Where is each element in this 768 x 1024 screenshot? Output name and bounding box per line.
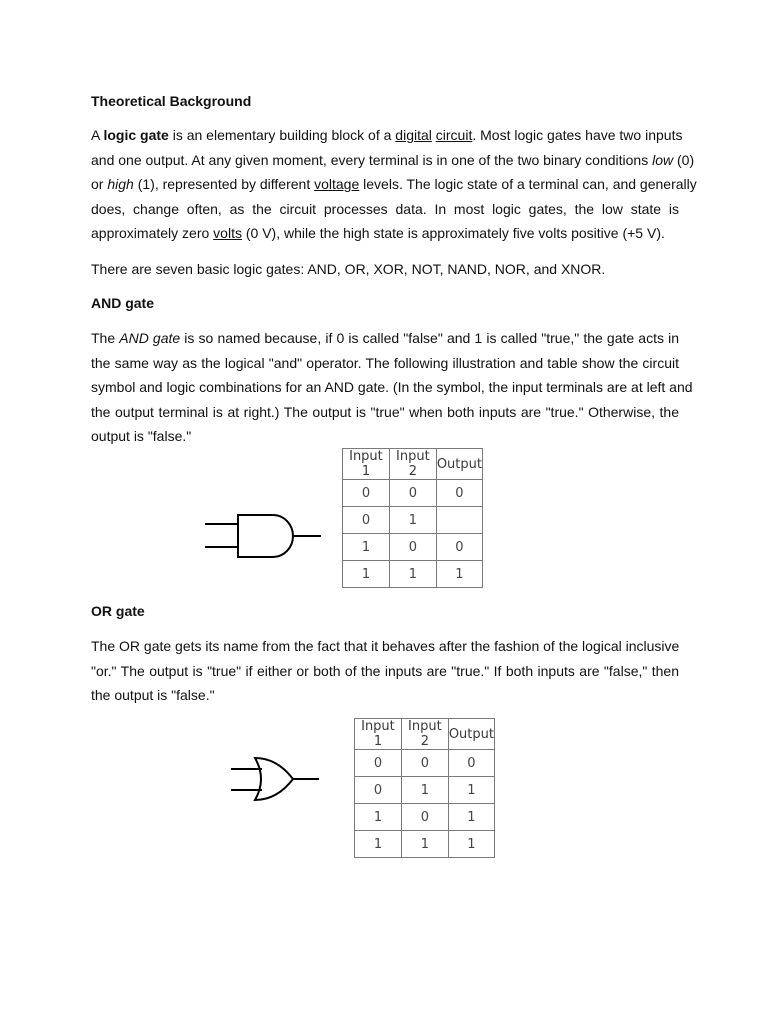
- table-cell: 1: [448, 831, 494, 858]
- inline-link[interactable]: volts: [213, 225, 242, 241]
- text-line: [91, 148, 695, 173]
- table-cell: 0: [401, 804, 448, 831]
- table-cell: 1: [355, 831, 402, 858]
- table-row: [355, 750, 495, 777]
- table-cell: 1: [401, 777, 448, 804]
- text-run: high: [107, 176, 134, 192]
- text-line: [91, 424, 679, 449]
- text-run: levels. The logic state of a terminal can, and generally: [359, 176, 697, 192]
- table-cell: 0: [436, 480, 482, 507]
- table-row: [343, 534, 483, 561]
- text-run: The: [91, 330, 120, 346]
- text-line: [91, 375, 693, 400]
- text-run: approximately zero: [91, 225, 214, 241]
- table-row: [355, 777, 495, 804]
- inline-link[interactable]: digital: [395, 127, 432, 143]
- column-header: Input 1: [343, 449, 390, 480]
- intro-paragraph: [91, 123, 697, 246]
- text-run: (1), represented by different: [133, 176, 315, 192]
- table-cell: 1: [448, 804, 494, 831]
- table-cell: 0: [355, 777, 402, 804]
- text-line: [91, 197, 679, 222]
- text-run: AND gate: [119, 330, 181, 346]
- text-line: [91, 123, 683, 148]
- table-cell: 1: [401, 831, 448, 858]
- text-run: logic gate: [103, 127, 169, 143]
- seven-gates-paragraph: [91, 257, 679, 282]
- text-run: the output is "false.": [91, 687, 215, 703]
- column-header: Input 2: [389, 449, 436, 480]
- table-cell: 1: [448, 777, 494, 804]
- table-cell: 1: [389, 507, 436, 534]
- table-row: [343, 507, 483, 534]
- inline-link[interactable]: circuit: [435, 127, 473, 143]
- text-run: is an elementary building block of a: [168, 127, 396, 143]
- or-gate-paragraph: [91, 634, 679, 708]
- text-run: . Most logic gates have two inputs: [472, 127, 683, 143]
- text-run: output is "false.": [91, 428, 192, 444]
- text-line: [91, 221, 679, 246]
- text-run: A: [91, 127, 104, 143]
- table-cell: 0: [401, 750, 448, 777]
- table-cell: 1: [436, 561, 482, 588]
- table-row: [355, 831, 495, 858]
- text-line: [91, 400, 679, 425]
- column-header: Input 2: [401, 719, 448, 750]
- text-line: [91, 172, 697, 197]
- table-cell: 0: [436, 534, 482, 561]
- table-cell: 0: [343, 507, 390, 534]
- table-cell: 0: [448, 750, 494, 777]
- text-run: (0 V), while the high state is approximately five volts positive (+5 V).: [241, 225, 665, 241]
- and-gate-paragraph: [91, 326, 693, 449]
- column-header: Input 1: [355, 719, 402, 750]
- table-cell: 0: [389, 480, 436, 507]
- and-gate-icon: [205, 512, 323, 560]
- and-gate-heading: AND gate: [91, 295, 155, 311]
- text-line: [91, 326, 679, 351]
- text-run: the output terminal is at right.) The output is "true" when both inputs are "true." Otherwise, the: [91, 403, 679, 420]
- text-run: (0): [673, 151, 695, 168]
- table-cell: 1: [343, 561, 390, 588]
- text-run: "or." The output is "true" if either or both of the inputs are "true." If both inputs are "false," then: [91, 662, 679, 679]
- table-header-row: [343, 449, 483, 480]
- section-heading: Theoretical Background: [91, 93, 252, 109]
- text-line: [91, 659, 679, 684]
- table-cell: 0: [343, 480, 390, 507]
- text-line: [91, 634, 679, 659]
- text-run: is so named because, if 0 is called "false" and 1 is called "true," the gate acts in: [180, 330, 679, 346]
- text-run: The OR gate gets its name from the fact that it behaves after the fashion of the logical inclusive: [91, 638, 680, 654]
- text-run: and one output. At any given moment, every terminal is in one of the two binary conditions: [91, 151, 653, 168]
- table-row: [343, 480, 483, 507]
- seven-gates-text: There are seven basic logic gates: AND, OR, XOR, NOT, NAND, NOR, and XNOR.: [91, 261, 606, 277]
- table-row: [343, 561, 483, 588]
- column-header: Output: [448, 719, 494, 750]
- table-cell: [436, 507, 482, 534]
- or-truth-table: [354, 718, 495, 858]
- text-line: [91, 683, 679, 708]
- table-cell: 1: [389, 561, 436, 588]
- text-run: the same way as the logical "and" operator. The following illustration and table show the circuit: [91, 354, 679, 371]
- table-header-row: [355, 719, 495, 750]
- table-cell: 1: [343, 534, 390, 561]
- or-gate-heading: OR gate: [91, 603, 145, 619]
- text-line: [91, 351, 679, 376]
- text-run: does, change often, as the circuit processes data. In most logic gates, the low state is: [91, 200, 679, 217]
- table-row: [355, 804, 495, 831]
- table-cell: 0: [355, 750, 402, 777]
- text-run: or: [91, 176, 108, 192]
- inline-link[interactable]: voltage: [314, 176, 360, 192]
- text-run: symbol and logic combinations for an AND gate. (In the symbol, the input terminals are at left and: [91, 379, 693, 395]
- or-gate-icon: [231, 756, 321, 802]
- column-header: Output: [436, 449, 482, 480]
- table-cell: 1: [355, 804, 402, 831]
- table-cell: 0: [389, 534, 436, 561]
- and-truth-table: [342, 448, 483, 588]
- text-run: low: [652, 151, 674, 168]
